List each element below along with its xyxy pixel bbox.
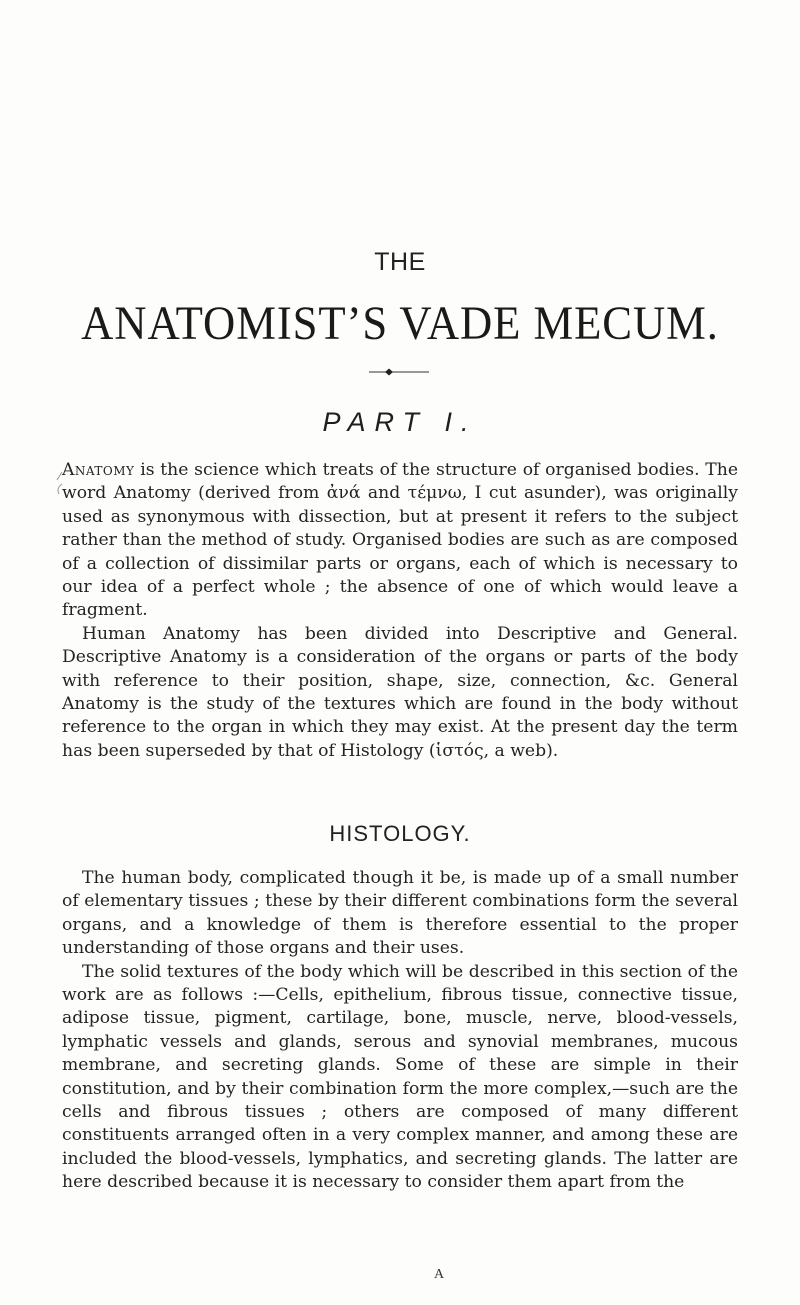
histology-text xyxy=(62,867,738,1195)
histology-paragraph-1: The human body, complicated though it be, is made up of a small number of elementary tissues ; these by their different combinations form the several organs, and a knowledge of them is therefore essential to the proper understanding of those organs and their uses. xyxy=(62,868,738,959)
intro-paragraph-1 xyxy=(62,459,738,623)
part-heading: PART I. xyxy=(322,407,478,437)
signature-mark: A xyxy=(434,1267,445,1282)
histology-paragraph-2: The solid textures of the body which will be described in this section of the work are as follows :—Cells, epithelium, fibrous tissue, connective tissue, adipose tissue, pigment, cartilage, bone, muscle, nerve, blood-vessels, lymphatic vessels and glands, serous and synovial membranes, mucous membrane, and secreting glands. Some of these are simple in their constitution, and by their combination form the more complex,—such are the cells and fibrous tissues ; others are composed of many different constituents arranged often in a very complex manner, and among these are included the blood-vessels, lymphatics, and secreting glands. The latter are here described because it is necessary to consider them apart from the xyxy=(62,961,738,1193)
lead-word: Anatomy xyxy=(62,460,135,480)
title-prefix: THE xyxy=(374,248,426,276)
book-title: ANATOMIST’S VADE MECUM. xyxy=(81,297,719,350)
intro-paragraph-1-text: is the science which treats of the structure of organised bodies. The word Anatomy (derived from ἀνά and τέμνω, I cut asunder), was originally used as synonymous with dissection, but at present it refers to the subject rather than the method of study. Organised bodies are such as are composed of a collection of dissimilar parts or organs, each of which is necessary to our idea of a perfect whole ; the absence of one of which would leave a fragment. xyxy=(62,460,738,621)
diamond-rule-ornament xyxy=(369,368,429,376)
intro-paragraph-2: Human Anatomy has been divided into Descriptive and General. Descriptive Anatomy is a consideration of the organs or parts of the body with reference to their position, shape, size, connection, &c. General Anatomy is the study of the textures which are found in the body without reference to the organ in which they may exist. At the present day the term has been superseded by that of Histology (ἱστός, a web). xyxy=(62,623,738,761)
section-heading-histology: HISTOLOGY. xyxy=(329,821,471,846)
intro-text xyxy=(62,459,738,763)
